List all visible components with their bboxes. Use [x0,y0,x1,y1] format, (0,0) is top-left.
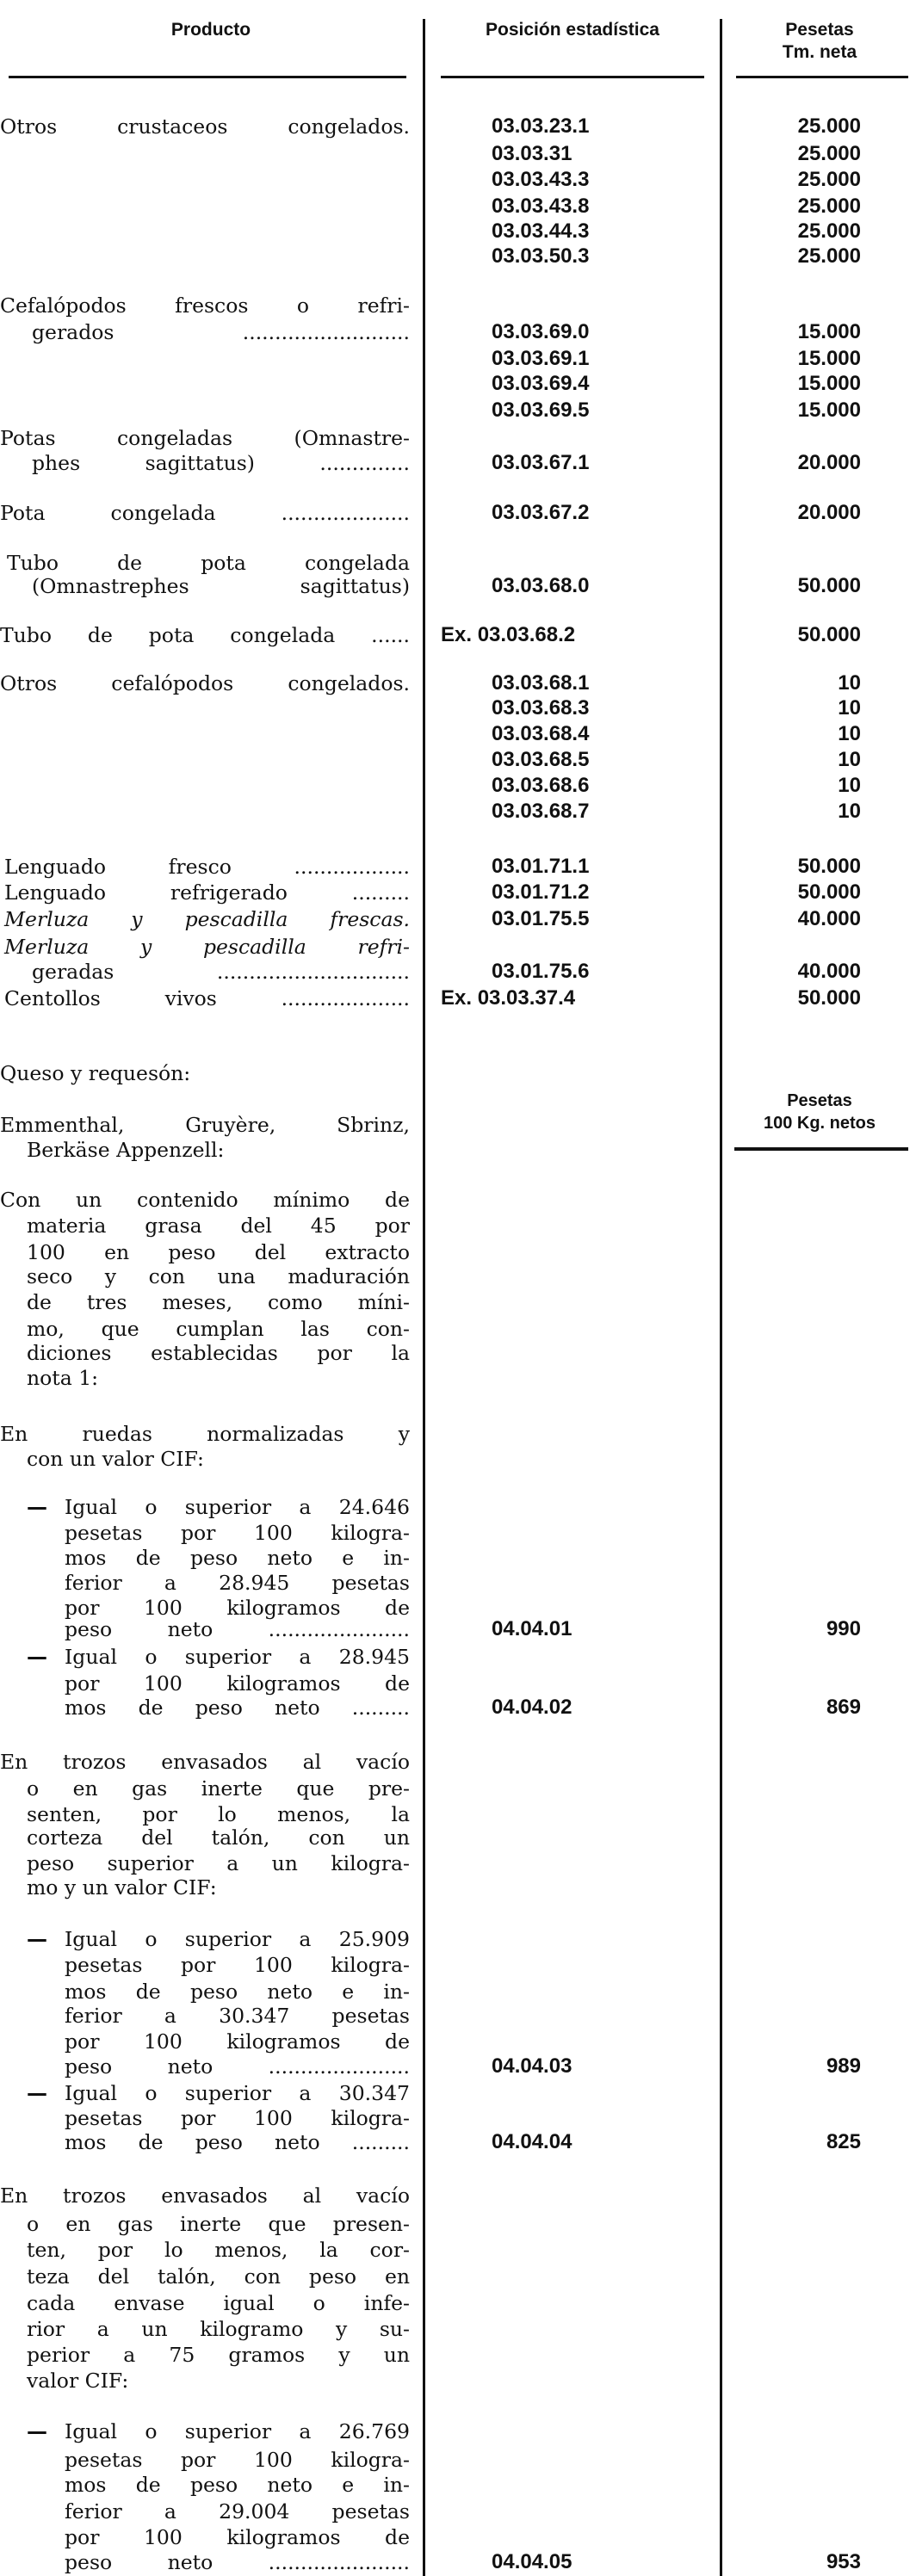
product-text: Potas congeladas (Omnastre- [0,426,410,450]
product-text: Emmenthal, Gruyère, Sbrinz, [0,1113,410,1137]
pesetas-value: 25.000 [797,168,861,191]
statistical-position: 03.03.68.3 [492,696,590,720]
statistical-position: 03.03.69.0 [492,320,590,343]
pesetas-value: 20.000 [797,451,861,474]
statistical-position: Ex. 03.03.68.2 [441,623,576,646]
product-text: Igual o superior a 28.945 [65,1645,410,1669]
column-header-position: Posición estadística [486,20,659,40]
pesetas-value: 20.000 [797,501,861,524]
product-text: diciones establecidas por la [27,1341,410,1365]
bullet-dash: — [27,1927,47,1951]
product-text: En trozos envasados al vacío [0,1750,410,1774]
column-divider-2 [720,19,722,2576]
pesetas-value: 15.000 [797,372,861,395]
product-text: Berkäse Appenzell: [27,1138,225,1162]
statistical-position: 03.03.43.8 [492,195,590,218]
pesetas-value: 989 [826,2054,861,2078]
product-text: por 100 kilogramos de [65,1596,410,1620]
statistical-position: 04.04.01 [492,1617,572,1640]
product-text: pesetas por 100 kilogra- [65,1521,410,1545]
product-text: Tubo de pota congelada ...... [0,623,410,647]
product-text: peso neto ...................... [65,1617,410,1641]
product-text: Otros cefalópodos congelados. [0,671,410,695]
product-text: 100 en peso del extracto [27,1240,410,1264]
pesetas-value: 15.000 [797,320,861,343]
pesetas-value: 10 [838,800,861,823]
statistical-position: 03.03.69.4 [492,372,590,395]
product-text: mo, que cumplan las con- [27,1317,410,1341]
pesetas-value: 15.000 [797,398,861,422]
product-text: ferior a 28.945 pesetas [65,1571,410,1595]
pesetas-value: 825 [826,2130,861,2153]
product-text: o en gas inerte que pre- [27,1776,410,1801]
pesetas-value: 10 [838,748,861,771]
statistical-position: 03.03.67.1 [492,451,590,474]
pesetas-value: 10 [838,774,861,797]
product-text: seco y con una maduración [27,1264,410,1288]
product-text: Pota congelada .................... [0,501,410,525]
pesetas-value: 10 [838,696,861,720]
statistical-position: 04.04.02 [492,1696,572,1719]
product-text: (Omnastrephes sagittatus) [32,574,410,598]
statistical-position: 03.01.71.2 [492,880,590,904]
product-text: nota 1: [27,1366,99,1390]
pesetas-value: 50.000 [797,880,861,904]
pesetas-value: 10 [838,671,861,695]
pesetas-value: 50.000 [797,623,861,646]
statistical-position: 03.03.67.2 [492,501,590,524]
statistical-position: 04.04.04 [492,2130,572,2153]
product-text: ferior a 30.347 pesetas [65,2004,410,2028]
product-text: por 100 kilogramos de [65,1671,410,1696]
statistical-position: 03.01.71.1 [492,855,590,878]
pesetas-value: 50.000 [797,986,861,1010]
statistical-position: 03.03.69.1 [492,347,590,370]
product-text: Igual o superior a 30.347 [65,2081,410,2105]
bullet-dash: — [27,1645,47,1669]
product-text: corteza del talón, con un [27,1825,410,1850]
product-text: por 100 kilogramos de [65,2525,410,2549]
pesetas-value: 869 [826,1696,861,1719]
product-text: En ruedas normalizadas y [0,1422,410,1446]
statistical-position: 03.03.68.0 [492,574,590,597]
subheader-pesetas-line1: Pesetas [787,1091,852,1110]
product-text: mos de peso neto e in- [65,1546,410,1570]
product-text: Lenguado refrigerado ......... [4,880,410,905]
product-text: Igual o superior a 24.646 [65,1495,410,1519]
header-rule-position [441,76,704,78]
bullet-dash: — [27,2081,47,2105]
product-text: Igual o superior a 25.909 [65,1927,410,1951]
product-text: rior a un kilogramo y su- [27,2317,410,2341]
subheader-pesetas [723,1090,916,1134]
pesetas-value: 25.000 [797,244,861,268]
statistical-position: 03.03.68.5 [492,748,590,771]
product-text: mos de peso neto e in- [65,1980,410,2004]
product-text: geradas .............................. [32,960,410,984]
column-header-pesetas-line1: Pesetas [785,20,854,40]
product-text: pesetas por 100 kilogra- [65,1953,410,1977]
header-rule-product [9,76,406,78]
product-text: mo y un valor CIF: [27,1875,217,1900]
statistical-position: 04.04.05 [492,2550,572,2573]
column-header-pesetas-line2: Tm. neta [782,42,857,62]
product-text: con un valor CIF: [27,1447,204,1471]
product-text: Merluza y pescadilla frescas. [4,907,410,931]
product-text: peso neto ...................... [65,2550,410,2574]
product-text: o en gas inerte que presen- [27,2212,410,2236]
pesetas-value: 40.000 [797,960,861,983]
statistical-position: 03.03.68.6 [492,774,590,797]
pesetas-value: 25.000 [797,195,861,218]
product-text: Tubo de pota congelada [7,551,410,575]
bullet-dash: — [27,1495,47,1519]
statistical-position: 03.03.68.7 [492,800,590,823]
column-header-product: Producto [170,20,251,40]
product-text: perior a 75 gramos y un [27,2343,410,2367]
pesetas-value: 50.000 [797,855,861,878]
statistical-position: 04.04.03 [492,2054,572,2078]
statistical-position: Ex. 03.03.37.4 [441,986,576,1010]
statistical-position: 03.03.43.3 [492,168,590,191]
header-rule-pesetas [736,76,908,78]
product-text: Lenguado fresco .................. [4,855,410,879]
product-text: de tres meses, como míni- [27,1290,410,1314]
pesetas-value: 15.000 [797,347,861,370]
product-text: peso superior a un kilogra- [27,1851,410,1875]
product-text: materia grasa del 45 por [27,1214,410,1238]
product-text: teza del talón, con peso en [27,2264,410,2289]
product-text: mos de peso neto ......... [65,2130,410,2154]
pesetas-value: 50.000 [797,574,861,597]
statistical-position: 03.03.44.3 [492,219,590,243]
product-text: ten, por lo menos, la cor- [27,2238,410,2262]
pesetas-value: 25.000 [797,114,861,138]
product-text: pesetas por 100 kilogra- [65,2106,410,2130]
product-text: senten, por lo menos, la [27,1802,410,1826]
product-text: Con un contenido mínimo de [0,1188,410,1212]
product-text: mos de peso neto e in- [65,2473,410,2497]
product-text: gerados .......................... [32,320,410,344]
product-text: ferior a 29.004 pesetas [65,2499,410,2523]
product-text: Cefalópodos frescos o refri- [0,293,410,318]
product-text: mos de peso neto ......... [65,1696,410,1720]
pesetas-value: 953 [826,2550,861,2573]
statistical-position: 03.03.68.1 [492,671,590,695]
product-text: pesetas por 100 kilogra- [65,2448,410,2472]
statistical-position: 03.03.69.5 [492,398,590,422]
pesetas-value: 25.000 [797,142,861,165]
statistical-position: 03.01.75.6 [492,960,590,983]
product-text: Igual o superior a 26.769 [65,2419,410,2443]
statistical-position: 03.03.50.3 [492,244,590,268]
statistical-position: 03.03.31 [492,142,572,165]
product-text: Merluza y pescadilla refri- [4,935,410,959]
pesetas-value: 40.000 [797,907,861,930]
bullet-dash: — [27,2419,47,2443]
column-header-pesetas [723,19,916,64]
product-text: En trozos envasados al vacío [0,2184,410,2208]
pesetas-value: 990 [826,1617,861,1640]
subheader-pesetas-line2: 100 Kg. netos [763,1114,876,1133]
column-divider-1 [423,19,425,2576]
product-text: phes sagittatus) .............. [32,451,410,475]
product-text: Queso y requesón: [0,1061,191,1085]
product-text: peso neto ...................... [65,2054,410,2079]
pesetas-value: 10 [838,722,861,745]
pesetas-value: 25.000 [797,219,861,243]
statistical-position: 03.03.68.4 [492,722,590,745]
product-text: cada envase igual o infe- [27,2291,410,2315]
product-text: por 100 kilogramos de [65,2029,410,2054]
product-text: Otros crustaceos congelados. [0,114,410,139]
statistical-position: 03.03.23.1 [492,114,590,138]
product-text: Centollos vivos .................... [4,986,410,1010]
statistical-position: 03.01.75.5 [492,907,590,930]
product-text: valor CIF: [27,2369,129,2393]
subheader-rule [734,1147,908,1151]
